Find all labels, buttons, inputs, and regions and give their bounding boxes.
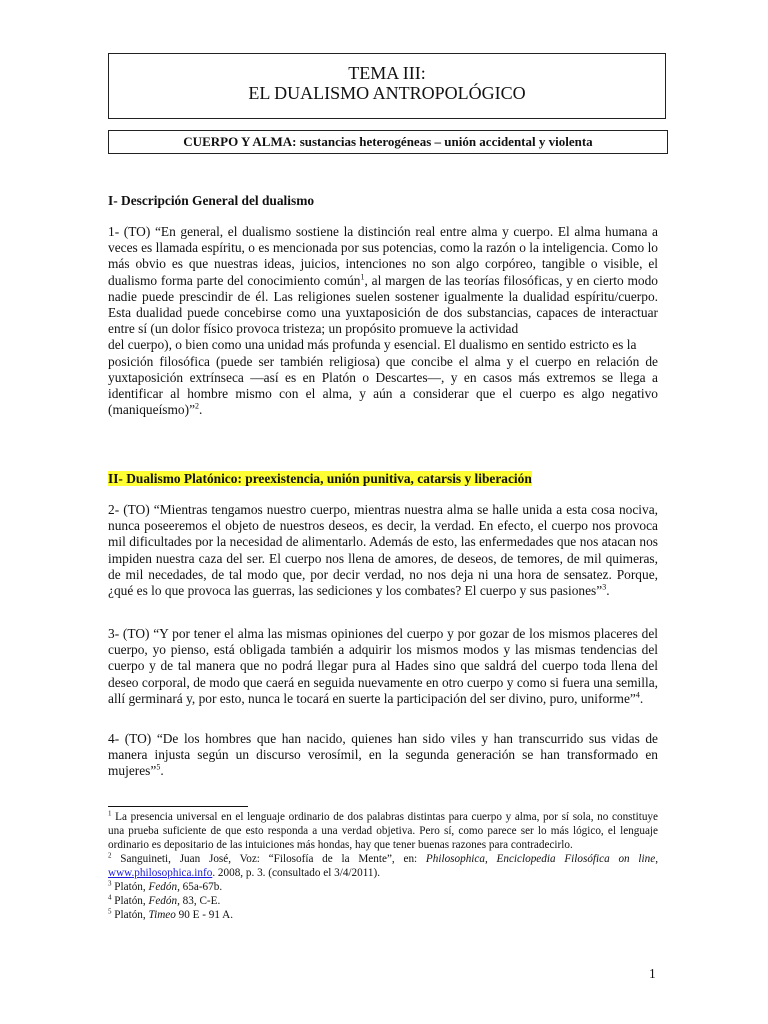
footnote-separator xyxy=(108,806,248,807)
footnote-1-text: La presencia universal en el lenguaje ordinario de dos palabras distintas para cuerpo y alma, por sí sola, no constituye una prueba suficiente de que esto responda a una verdad objetiva. Pero sí, como parece ser lo más lógico, el lenguaje ordinario es depositario de las intuiciones más hondas, hay que tener buenas razones para contradecirlo. xyxy=(108,811,658,851)
paragraph-2 xyxy=(108,502,658,599)
footnote-ref-5[interactable]: 5 xyxy=(156,762,161,772)
footnote-3-work: Fedón, xyxy=(148,881,180,893)
footnotes xyxy=(108,810,658,922)
paragraph-1-line-c: posición filosófica (puede ser también religiosa) que concibe el alma y el cuerpo en relación de yuxtaposición extrínseca —así es en Platón o Descartes—, y en casos más extremos se llega a identificar al hombre mismo con el alma, y aún a considerar que el cuerpo es algo negativo (maniqueísmo)” xyxy=(108,353,658,418)
footnote-3-location: 65a-67b. xyxy=(179,881,223,893)
title-line-2: EL DUALISMO ANTROPOLÓGICO xyxy=(248,83,526,103)
paragraph-1-text-cont: , al margen de las teorías filosóficas, y en cierto modo nadie puede prescindir de él. Las religiones suelen sostener igualmente la dualidad espíritu/cuerpo. Esta dualidad puede concebirse como una yuxtaposición de dos substancias, capaces de interactuar entre sí (un dolor físico provoca tristeza; un propósito promueve la actividad xyxy=(108,272,658,337)
paragraph-2-text: 2- (TO) “Mientras tengamos nuestro cuerpo, mientras nuestra alma se halle unida a esta cosa nociva, nunca poseeremos el objeto de nuestros deseos, es decir, la verdad. En efecto, el cuerpo nos provoca mil dificultades por la necesidad de alimentarlo. Además de esto, las enfermedades que nos atacan nos impiden nuestra caza del ser. El cuerpo nos llena de amores, de deseos, de temores, de mil quimeras, de mil necedades, de tal modo que, por decir verdad, no nos deja ni una hora de sensatez. Porque, ¿qué es lo que provoca las guerras, las sediciones y los combates? El cuerpo y sus pasiones” xyxy=(108,502,658,599)
footnote-ref-4[interactable]: 4 xyxy=(635,690,640,700)
footnote-3-author: Platón, xyxy=(111,881,149,893)
paragraph-1-line-b: del cuerpo), o bien como una unidad más profunda y esencial. El dualismo en sentido estricto es la xyxy=(108,337,637,353)
philosophica-link[interactable]: www.philosophica.info xyxy=(108,867,213,879)
paragraph-3-text: 3- (TO) “Y por tener el alma las mismas opiniones del cuerpo y por gozar de los mismos placeres del cuerpo, yo pienso, está obligada también a adquirir los mismos modos y las mismas tendencias del cuerpo y de tal manera que no podrá llegar pura al Hades sino que saldrá del cuerpo toda llena del deseo corporal, de modo que caerá en seguida nuevamente en otro cuerpo y como si fuera una semilla, allí germinará y, por esto, nunca le tocará en suerte la participación del ser divino, puro, uniforme” xyxy=(108,626,658,706)
footnote-4 xyxy=(108,894,658,908)
footnote-2-comma: , xyxy=(655,853,658,865)
footnote-1 xyxy=(108,810,658,852)
footnote-5-author: Platón, xyxy=(111,909,149,921)
paragraph-1 xyxy=(108,224,658,418)
subtitle-box: CUERPO Y ALMA: sustancias heterogéneas – unión accidental y violenta xyxy=(108,130,668,154)
paragraph-4 xyxy=(108,731,658,780)
section-2-heading-text: II- Dualismo Platónico: preexistencia, unión punitiva, catarsis y liberación xyxy=(108,471,532,486)
footnote-4-number: 4 xyxy=(108,893,112,902)
paragraph-1-end: . xyxy=(199,402,203,418)
page-number: 1 xyxy=(649,966,656,981)
footnote-5 xyxy=(108,908,658,922)
paragraph-3 xyxy=(108,626,658,707)
footnote-ref-3[interactable]: 3 xyxy=(602,582,607,592)
footnote-2 xyxy=(108,852,658,880)
footnote-5-location: 90 E - 91 A. xyxy=(175,909,234,921)
footnote-2-number: 2 xyxy=(108,851,112,860)
paragraph-3-end: . xyxy=(639,690,644,706)
footnote-4-author: Platón, xyxy=(111,895,149,907)
footnote-5-number: 5 xyxy=(108,907,112,916)
section-2-heading xyxy=(108,471,532,487)
title-line-1: TEMA III: xyxy=(348,63,426,83)
footnote-2-text: Sanguineti, Juan José, Voz: “Filosofía de la Mente”, en: xyxy=(111,853,426,865)
footnote-2-tail: . 2008, p. 3. (consultado el 3/4/2011). xyxy=(212,867,380,879)
paragraph-4-end: . xyxy=(160,763,164,779)
footnote-4-work: Fedón, xyxy=(148,895,180,907)
footnote-1-number: 1 xyxy=(108,809,112,818)
paragraph-2-end: . xyxy=(606,583,610,599)
footnote-4-location: 83, C-E. xyxy=(179,895,221,907)
footnote-3-number: 3 xyxy=(108,879,112,888)
title-box xyxy=(108,53,666,119)
footnote-ref-2[interactable]: 2 xyxy=(195,401,200,411)
footnote-ref-1[interactable]: 1 xyxy=(360,272,365,282)
paragraph-1-text: 1- (TO) “En general, el dualismo sostiene la distinción real entre alma y cuerpo. El alma humana a veces es llamada espíritu, o es mencionada por sus potencias, como la razón o la inteligencia. Como lo más obvio es que nuestras ideas, juicios, intenciones no son algo corpóreo, tangible o visible, el dualismo forma parte del conocimiento común xyxy=(108,224,658,288)
section-1-heading: I- Descripción General del dualismo xyxy=(108,193,315,208)
paragraph-4-text: 4- (TO) “De los hombres que han nacido, quienes han sido viles y han transcurrido sus vidas de manera injusta según un discurso verosímil, en la segunda generación se han transformado en mujeres” xyxy=(108,731,658,779)
footnote-3 xyxy=(108,880,658,894)
footnote-2-source-title: Philosophica, Enciclopedia Filosófica on line xyxy=(425,853,656,865)
footnote-5-work: Timeo xyxy=(148,909,176,921)
